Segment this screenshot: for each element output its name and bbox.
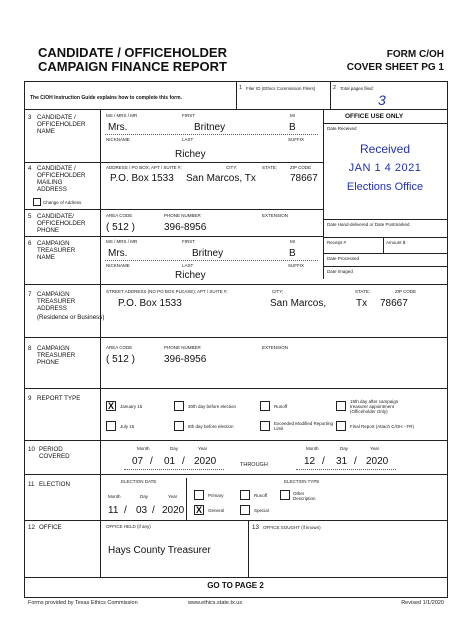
stamp-date-text: JAN 1 4 2021: [348, 162, 422, 174]
s4-zip-caption: ZIP CODE: [290, 165, 312, 170]
date-imaged-label: Date Imaged: [327, 269, 353, 274]
change-of-address-label: Change of Address: [43, 200, 82, 205]
runoff-election-checkbox[interactable]: [240, 490, 250, 500]
8day-checkbox[interactable]: [174, 421, 184, 431]
jan15-checkbox[interactable]: X: [107, 401, 114, 411]
date-processed-label: Date Processed: [327, 256, 360, 261]
section-7-num: 7: [28, 291, 32, 298]
final-report-checkbox[interactable]: [336, 421, 346, 431]
section-6-num: 6: [28, 240, 32, 247]
s3-title-value[interactable]: Mrs.: [108, 122, 128, 133]
exceeded-limit-label: Exceeded Modified Reporting Limit: [274, 421, 334, 431]
s3-mi-caption: MI: [290, 113, 295, 118]
s3-suffix-caption: SUFFIX: [288, 137, 305, 142]
section-5-num: 5: [28, 213, 32, 220]
footer-website[interactable]: www.ethics.state.tx.us: [188, 600, 243, 606]
s4-address-caption: ADDRESS / PO BOX; APT / SUITE #;: [106, 165, 182, 170]
footer-revised: Revised 1/1/2020: [401, 600, 444, 606]
from-month-value[interactable]: 07: [132, 456, 144, 467]
s7-city-value[interactable]: San Marcos,: [270, 298, 327, 309]
s8-area-value[interactable]: ( 512 ): [106, 354, 135, 365]
to-year-value[interactable]: 2020: [366, 456, 389, 467]
date-slash-5: /: [124, 505, 127, 516]
15day-checkbox[interactable]: [336, 401, 346, 411]
section-9-label: REPORT TYPE: [37, 395, 81, 402]
section-8-num: 8: [28, 345, 32, 352]
election-day-value[interactable]: 03: [136, 505, 148, 516]
july15-label: July 15: [120, 424, 135, 429]
s3-first-caption: FIRST: [182, 113, 195, 118]
from-year-value[interactable]: 2020: [194, 456, 217, 467]
runoff-report-label: Runoff: [274, 404, 288, 409]
s6-last-value[interactable]: Richey: [175, 270, 206, 281]
receipt-label: Receipt #: [327, 240, 347, 245]
section-6-label: CAMPAIGN TREASURER NAME: [37, 240, 76, 261]
s11-day-caption: Day: [140, 494, 149, 499]
special-checkbox[interactable]: [240, 505, 250, 515]
section-13-num: 13: [252, 524, 259, 531]
total-pages-value[interactable]: 3: [378, 92, 386, 108]
date-slash-3: /: [322, 456, 325, 467]
s4-zip-value[interactable]: 78667: [290, 173, 318, 184]
s6-first-caption: FIRST: [182, 239, 195, 244]
office-sought-caption: OFFICE SOUGHT (if known): [263, 525, 321, 530]
runoff-report-checkbox[interactable]: [260, 401, 270, 411]
s10-from-year-caption: Year: [198, 446, 208, 451]
s3-last-caption: LAST: [182, 137, 194, 142]
s10-from-month-caption: Month: [137, 446, 150, 451]
total-pages-label: Total pages filed:: [340, 86, 374, 91]
section-10-num: 10: [28, 446, 35, 453]
s6-title-caption: MS / MRS / MR: [106, 239, 138, 244]
s5-phone-caption: PHONE NUMBER: [164, 213, 201, 218]
s5-phone-value[interactable]: 396-8956: [164, 222, 207, 233]
final-report-label: Final Report (Attach C/OH - FR): [350, 424, 415, 429]
section-3-num: 3: [28, 114, 32, 121]
s11-year-caption: Year: [168, 494, 178, 499]
received-stamp: [330, 142, 440, 194]
section-8-label: CAMPAIGN TREASURER PHONE: [37, 345, 76, 366]
s6-first-value[interactable]: Britney: [192, 248, 224, 259]
s7-zip-caption: ZIP CODE: [395, 289, 417, 294]
election-date-caption: ELECTION DATE: [121, 479, 157, 484]
section-4-num: 4: [28, 165, 32, 172]
section-11-label: ELECTION: [39, 481, 70, 488]
date-slash-1: /: [150, 456, 153, 467]
section-11-num: 11: [28, 481, 35, 488]
s10-to-year-caption: Year: [370, 446, 380, 451]
election-month-value[interactable]: 11: [108, 505, 119, 516]
s4-city-caption: CITY;: [226, 165, 238, 170]
s3-first-value[interactable]: Britney: [194, 122, 226, 133]
s10-to-day-caption: Day: [340, 446, 349, 451]
8day-label: 8th day before election: [188, 424, 234, 429]
to-day-value[interactable]: 31: [336, 456, 348, 467]
section-12-num: 12: [28, 524, 35, 531]
s7-state-value[interactable]: Tx: [356, 298, 368, 309]
total-pages-num: 2: [333, 85, 337, 91]
s6-mi-value[interactable]: B: [289, 248, 296, 259]
form-id-line2: COVER SHEET PG 1: [346, 62, 444, 73]
exceeded-limit-checkbox[interactable]: [260, 421, 270, 431]
runoff-election-label: Runoff: [254, 493, 268, 498]
s6-mi-caption: MI: [290, 239, 295, 244]
office-held-caption: OFFICE HELD (if any): [106, 524, 151, 529]
s7-zip-value[interactable]: 78667: [380, 298, 408, 309]
s8-ext-caption: EXTENSION: [262, 345, 289, 350]
date-slash-4: /: [354, 456, 357, 467]
stamp-office-text: Elections Office: [346, 181, 424, 193]
hand-delivered-label: Date Hand-delivered or Date Postmarked: [327, 222, 410, 227]
s5-area-caption: AREA CODE: [106, 213, 133, 218]
30day-label: 30th day before election: [188, 404, 237, 409]
s4-state-caption: STATE;: [262, 165, 278, 170]
special-label: Special: [254, 508, 269, 513]
s7-address-value[interactable]: P.O. Box 1533: [118, 298, 182, 309]
office-use-title: OFFICE USE ONLY: [345, 113, 404, 120]
filer-id-num: 1: [239, 85, 243, 91]
s3-title-caption: MS / MRS / MR: [106, 113, 138, 118]
change-of-address-checkbox[interactable]: [33, 198, 41, 206]
section-4-label: CANDIDATE / OFFICEHOLDER MAILING ADDRESS: [37, 165, 86, 193]
s3-mi-value[interactable]: B: [289, 122, 296, 133]
s3-nickname-caption: NICKNAME: [106, 137, 130, 142]
s10-to-month-caption: Month: [306, 446, 319, 451]
election-type-caption: ELECTION TYPE: [284, 479, 320, 484]
section-3-label: CANDIDATE / OFFICEHOLDER NAME: [37, 114, 86, 135]
15day-label: 15th day after campaign treasurer appointment (Officeholder Only): [350, 399, 399, 414]
s5-ext-caption: EXTENSION: [262, 213, 289, 218]
section-10-label: PERIOD COVERED: [39, 446, 70, 460]
form-id-line1: FORM C/OH: [386, 49, 444, 60]
s7-state-caption: STATE;: [355, 289, 371, 294]
general-checkbox[interactable]: X: [195, 505, 202, 515]
s4-city-state-value[interactable]: San Marcos, Tx: [186, 173, 256, 184]
election-year-value[interactable]: 2020: [162, 505, 185, 516]
filer-id-label: Filer ID (Ethics Commission Filers): [246, 86, 316, 91]
form-title-line1: CANDIDATE / OFFICEHOLDER: [38, 45, 227, 60]
jan15-label: January 15: [120, 404, 143, 409]
date-slash-6: /: [152, 505, 155, 516]
go-to-page-2[interactable]: GO TO PAGE 2: [207, 581, 264, 590]
s3-last-value[interactable]: Richey: [175, 149, 206, 160]
s7-city-caption: CITY;: [272, 289, 284, 294]
s6-suffix-caption: SUFFIX: [288, 263, 305, 268]
section-5-label: CANDIDATE/ OFFICEHOLDER PHONE: [37, 213, 86, 234]
to-month-value[interactable]: 12: [304, 456, 316, 467]
date-slash-2: /: [182, 456, 185, 467]
office-held-value[interactable]: Hays County Treasurer: [108, 545, 211, 556]
july15-checkbox[interactable]: [106, 421, 116, 431]
form-title-line2: CAMPAIGN FINANCE REPORT: [38, 59, 227, 74]
s6-title-value[interactable]: Mrs.: [108, 248, 128, 259]
instruction-text: The C/OH Instruction Guide explains how to complete this form.: [30, 95, 182, 101]
s8-area-caption: AREA CODE: [106, 345, 133, 350]
s8-phone-value[interactable]: 396-8956: [164, 354, 207, 365]
section-12-label: OFFICE: [39, 524, 62, 531]
through-label: THROUGH: [240, 462, 268, 468]
general-label: General: [208, 508, 225, 513]
date-received-label: Date Received: [327, 126, 357, 131]
s4-address-value[interactable]: P.O. Box 1533: [110, 173, 174, 184]
footer-provider: Forms provided by Texas Ethics Commission: [28, 600, 138, 606]
s6-last-caption: LAST: [182, 263, 194, 268]
amount-label: Amount $: [386, 240, 406, 245]
s11-month-caption: Month: [108, 494, 121, 499]
from-day-value[interactable]: 01: [164, 456, 176, 467]
s10-from-day-caption: Day: [170, 446, 179, 451]
s7-address-caption: STREET ADDRESS (NO PO BOX PLEASE); APT / SUITE #;: [106, 289, 228, 294]
primary-checkbox[interactable]: [194, 490, 204, 500]
s8-phone-caption: PHONE NUMBER: [164, 345, 201, 350]
section-7-label: CAMPAIGN TREASURER ADDRESS (Residence or Business): [37, 291, 105, 321]
s6-nickname-caption: NICKNAME: [106, 263, 130, 268]
other-checkbox[interactable]: [280, 490, 290, 500]
section-9-num: 9: [28, 395, 32, 402]
30day-checkbox[interactable]: [174, 401, 184, 411]
other-label: Other Description: [293, 491, 316, 501]
primary-label: Primary: [208, 493, 224, 498]
s5-area-value[interactable]: ( 512 ): [106, 222, 135, 233]
stamp-received-text: Received: [359, 142, 411, 156]
